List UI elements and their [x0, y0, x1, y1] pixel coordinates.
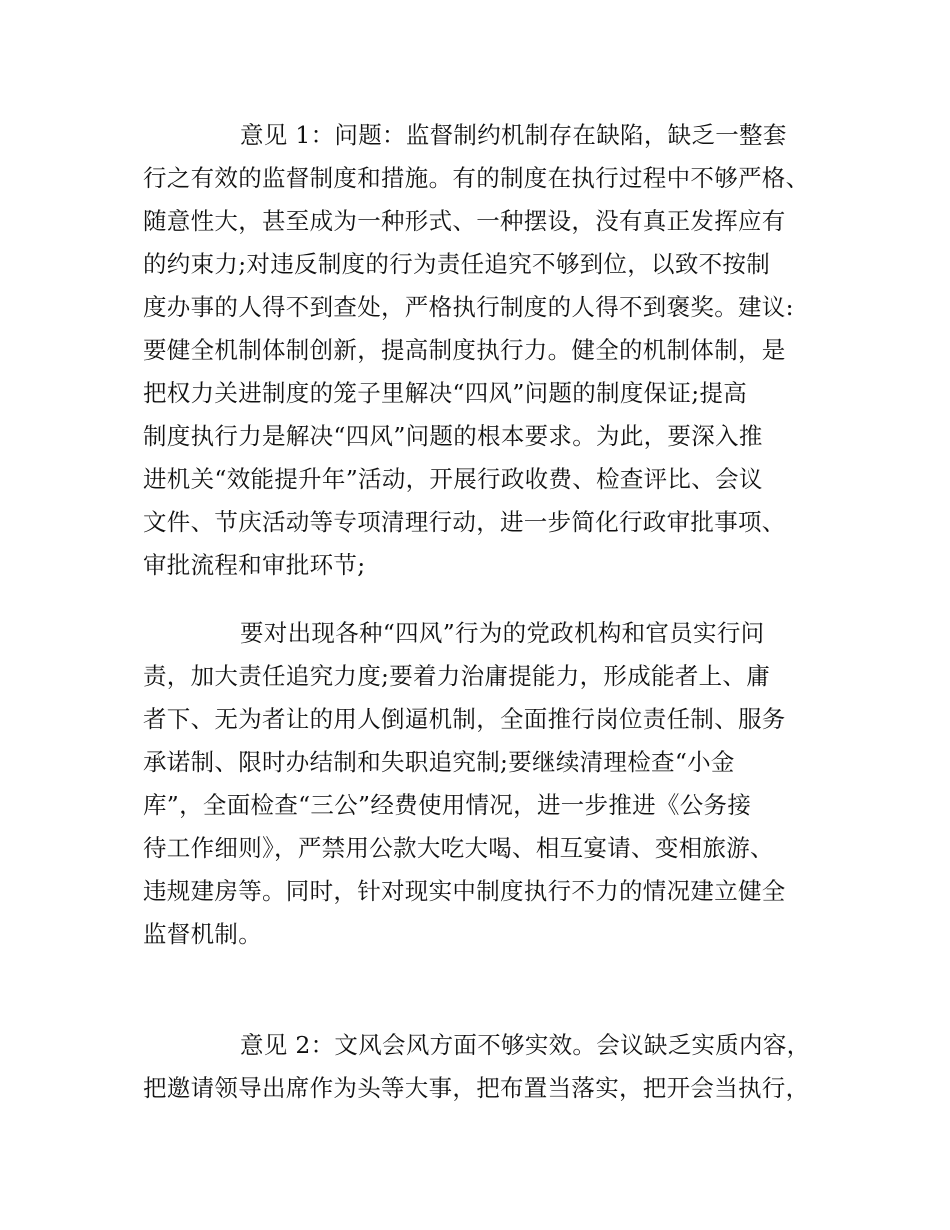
paragraph-opinion-1	[143, 114, 823, 587]
text-line: 监督机制。	[143, 920, 262, 948]
text-line: 意见 2：文风会风方面不够实效。会议缺乏实质内容，	[240, 1031, 811, 1059]
text-line: 随意性大，甚至成为一种形式、一种摆设，没有真正发挥应有	[143, 207, 786, 235]
text-line: 违规建房等。同时，针对现实中制度执行不力的情况建立健全	[143, 877, 786, 905]
text-line: 库”，全面检查“三公”经费使用情况，进一步推进《公务接	[143, 791, 752, 819]
text-line: 待工作细则》，严禁用公款大吃大喝、相互宴请、变相旅游、	[143, 834, 774, 862]
text-line: 行之有效的监督制度和措施。有的制度在执行过程中不够严格、	[143, 164, 810, 192]
text-line: 意见 1：问题：监督制约机制存在缺陷，缺乏一整套	[240, 121, 787, 149]
text-line: 承诺制、限时办结制和失职追究制;要继续清理检查“小金	[143, 748, 735, 776]
text-line: 制度执行力是解决“四风”问题的根本要求。为此，要深入推	[143, 422, 763, 450]
paragraph-accountability	[143, 612, 823, 956]
text-line: 文件、节庆活动等专项清理行动，进一步简化行政审批事项、	[143, 508, 786, 536]
text-line: 要对出现各种“四风”行为的党政机构和官员实行问	[240, 619, 765, 647]
text-line: 把邀请领导出席作为头等大事，把布置当落实，把开会当执行，	[143, 1074, 810, 1102]
text-line: 审批流程和审批环节;	[143, 551, 366, 579]
text-line: 责，加大责任追究力度;要着力治庸提能力，形成能者上、庸	[143, 662, 771, 690]
text-line: 的约束力;对违反制度的行为责任追究不够到位，以致不按制	[143, 250, 771, 278]
text-line: 者下、无为者让的用人倒逼机制，全面推行岗位责任制、服务	[143, 705, 786, 733]
text-line: 把权力关进制度的笼子里解决“四风”问题的制度保证;提高	[143, 379, 748, 407]
text-line: 度办事的人得不到查处，严格执行制度的人得不到褒奖。建议:	[143, 293, 794, 321]
text-line: 要健全机制体制创新，提高制度执行力。健全的机制体制，是	[143, 336, 786, 364]
text-line: 进机关“效能提升年”活动，开展行政收费、检查评比、会议	[143, 465, 763, 493]
paragraph-opinion-2	[143, 1024, 823, 1110]
